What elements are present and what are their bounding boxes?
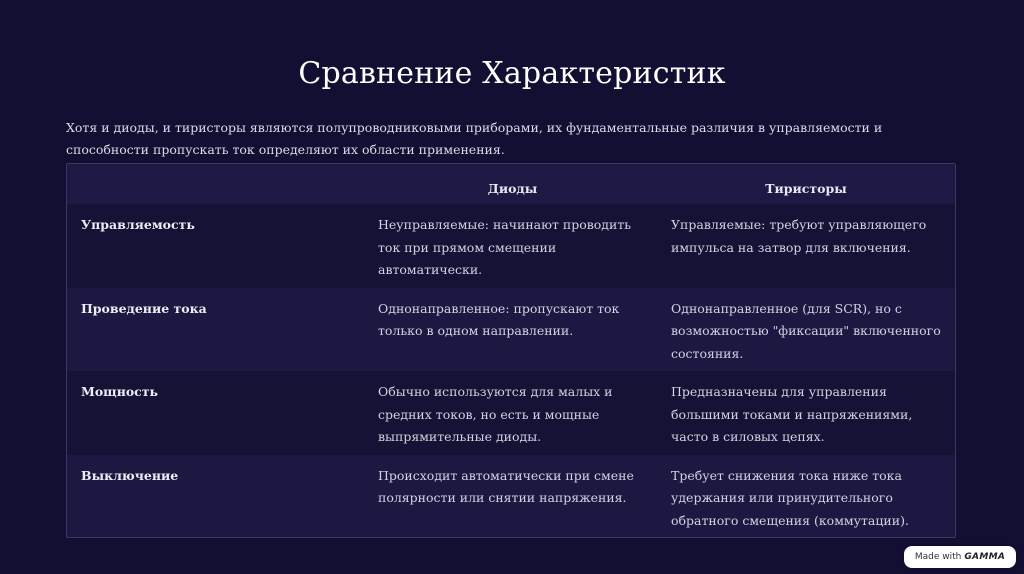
thyristors-cell: Требует снижения тока ниже тока удержания или принудительного обратного смещения (коммутации). bbox=[671, 467, 909, 528]
made-with-gamma-badge[interactable] bbox=[904, 546, 1016, 568]
table-header-row bbox=[67, 164, 955, 204]
header-cell-empty bbox=[67, 164, 364, 204]
header-cell-thyristors: Тиристоры bbox=[765, 181, 847, 196]
row-label: Управляемость bbox=[81, 217, 195, 232]
row-label: Проведение тока bbox=[81, 300, 207, 316]
diodes-cell: Однонаправленное: пропускают ток только в одном направлении. bbox=[378, 300, 620, 338]
diodes-cell: Происходит автоматически при смене полярности или снятии напряжения. bbox=[378, 467, 634, 505]
table-row bbox=[67, 204, 955, 288]
thyristors-cell: Предназначены для управления большими токами и напряжениями, часто в силовых цепях. bbox=[671, 384, 913, 444]
gamma-logo: GAMMA bbox=[964, 552, 1006, 562]
header-cell-diodes: Диоды bbox=[487, 181, 538, 196]
thyristors-cell: Однонаправленное (для SCR), но с возможностью "фиксации" включенного состояния. bbox=[671, 300, 941, 361]
diodes-cell: Обычно используются для малых и средних токов, но есть и мощные выпрямительные диоды. bbox=[378, 384, 613, 444]
page-title: Сравнение Характеристик bbox=[298, 56, 726, 92]
thyristors-cell: Управляемые: требуют управляющего импульса на затвор для включения. bbox=[671, 217, 927, 255]
row-label: Мощность bbox=[81, 384, 159, 399]
intro-paragraph: Хотя и диоды, и тиристоры являются полупроводниковыми приборами, их фундаментальные различия в управляемости и способности пропускать ток определяют их области применения. bbox=[66, 119, 883, 157]
badge-prefix: Made with bbox=[914, 552, 962, 562]
row-label: Выключение bbox=[81, 467, 179, 483]
table-row bbox=[67, 371, 955, 455]
table-row bbox=[67, 455, 955, 539]
comparison-table bbox=[66, 163, 956, 538]
diodes-cell: Неуправляемые: начинают проводить ток при прямом смещении автоматически. bbox=[378, 217, 632, 277]
table-row bbox=[67, 288, 955, 372]
